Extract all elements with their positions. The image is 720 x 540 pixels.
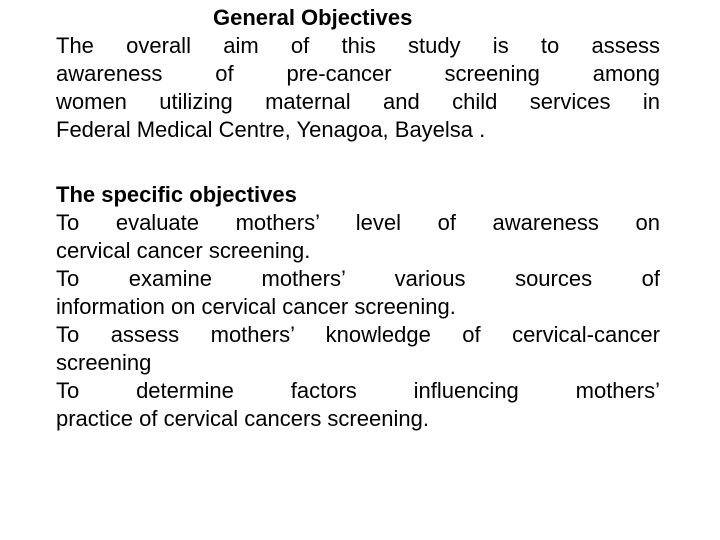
- specific-objective-line: To examine mothers’ various sources of: [56, 266, 660, 291]
- specific-objective-item: [56, 209, 660, 265]
- section-spacer: [56, 144, 660, 181]
- general-objectives-heading: General Objectives: [213, 5, 413, 30]
- specific-objective-line: practice of cervical cancers screening.: [56, 406, 429, 431]
- specific-objective-line: cervical cancer screening.: [56, 238, 311, 263]
- specific-objective-line: To determine factors influencing mothers’: [56, 378, 660, 403]
- specific-objective-line: To evaluate mothers’ level of awareness on: [56, 210, 660, 235]
- specific-objective-item: [56, 265, 660, 321]
- general-objective-paragraph: [56, 32, 660, 144]
- slide-content: [56, 4, 660, 433]
- general-objective-line: Federal Medical Centre, Yenagoa, Bayelsa .: [56, 117, 486, 142]
- specific-objective-line: information on cervical cancer screening.: [56, 294, 456, 319]
- specific-objectives-heading: The specific objectives: [56, 182, 297, 207]
- specific-objective-item: [56, 377, 660, 433]
- general-objective-line: The overall aim of this study is to assess: [56, 33, 660, 58]
- general-objective-line: women utilizing maternal and child services in: [56, 89, 660, 114]
- specific-objective-line: screening: [56, 350, 152, 375]
- specific-objective-line: To assess mothers’ knowledge of cervical-cancer: [56, 322, 660, 347]
- specific-objective-item: [56, 321, 660, 377]
- general-objective-line: awareness of pre-cancer screening among: [56, 61, 660, 86]
